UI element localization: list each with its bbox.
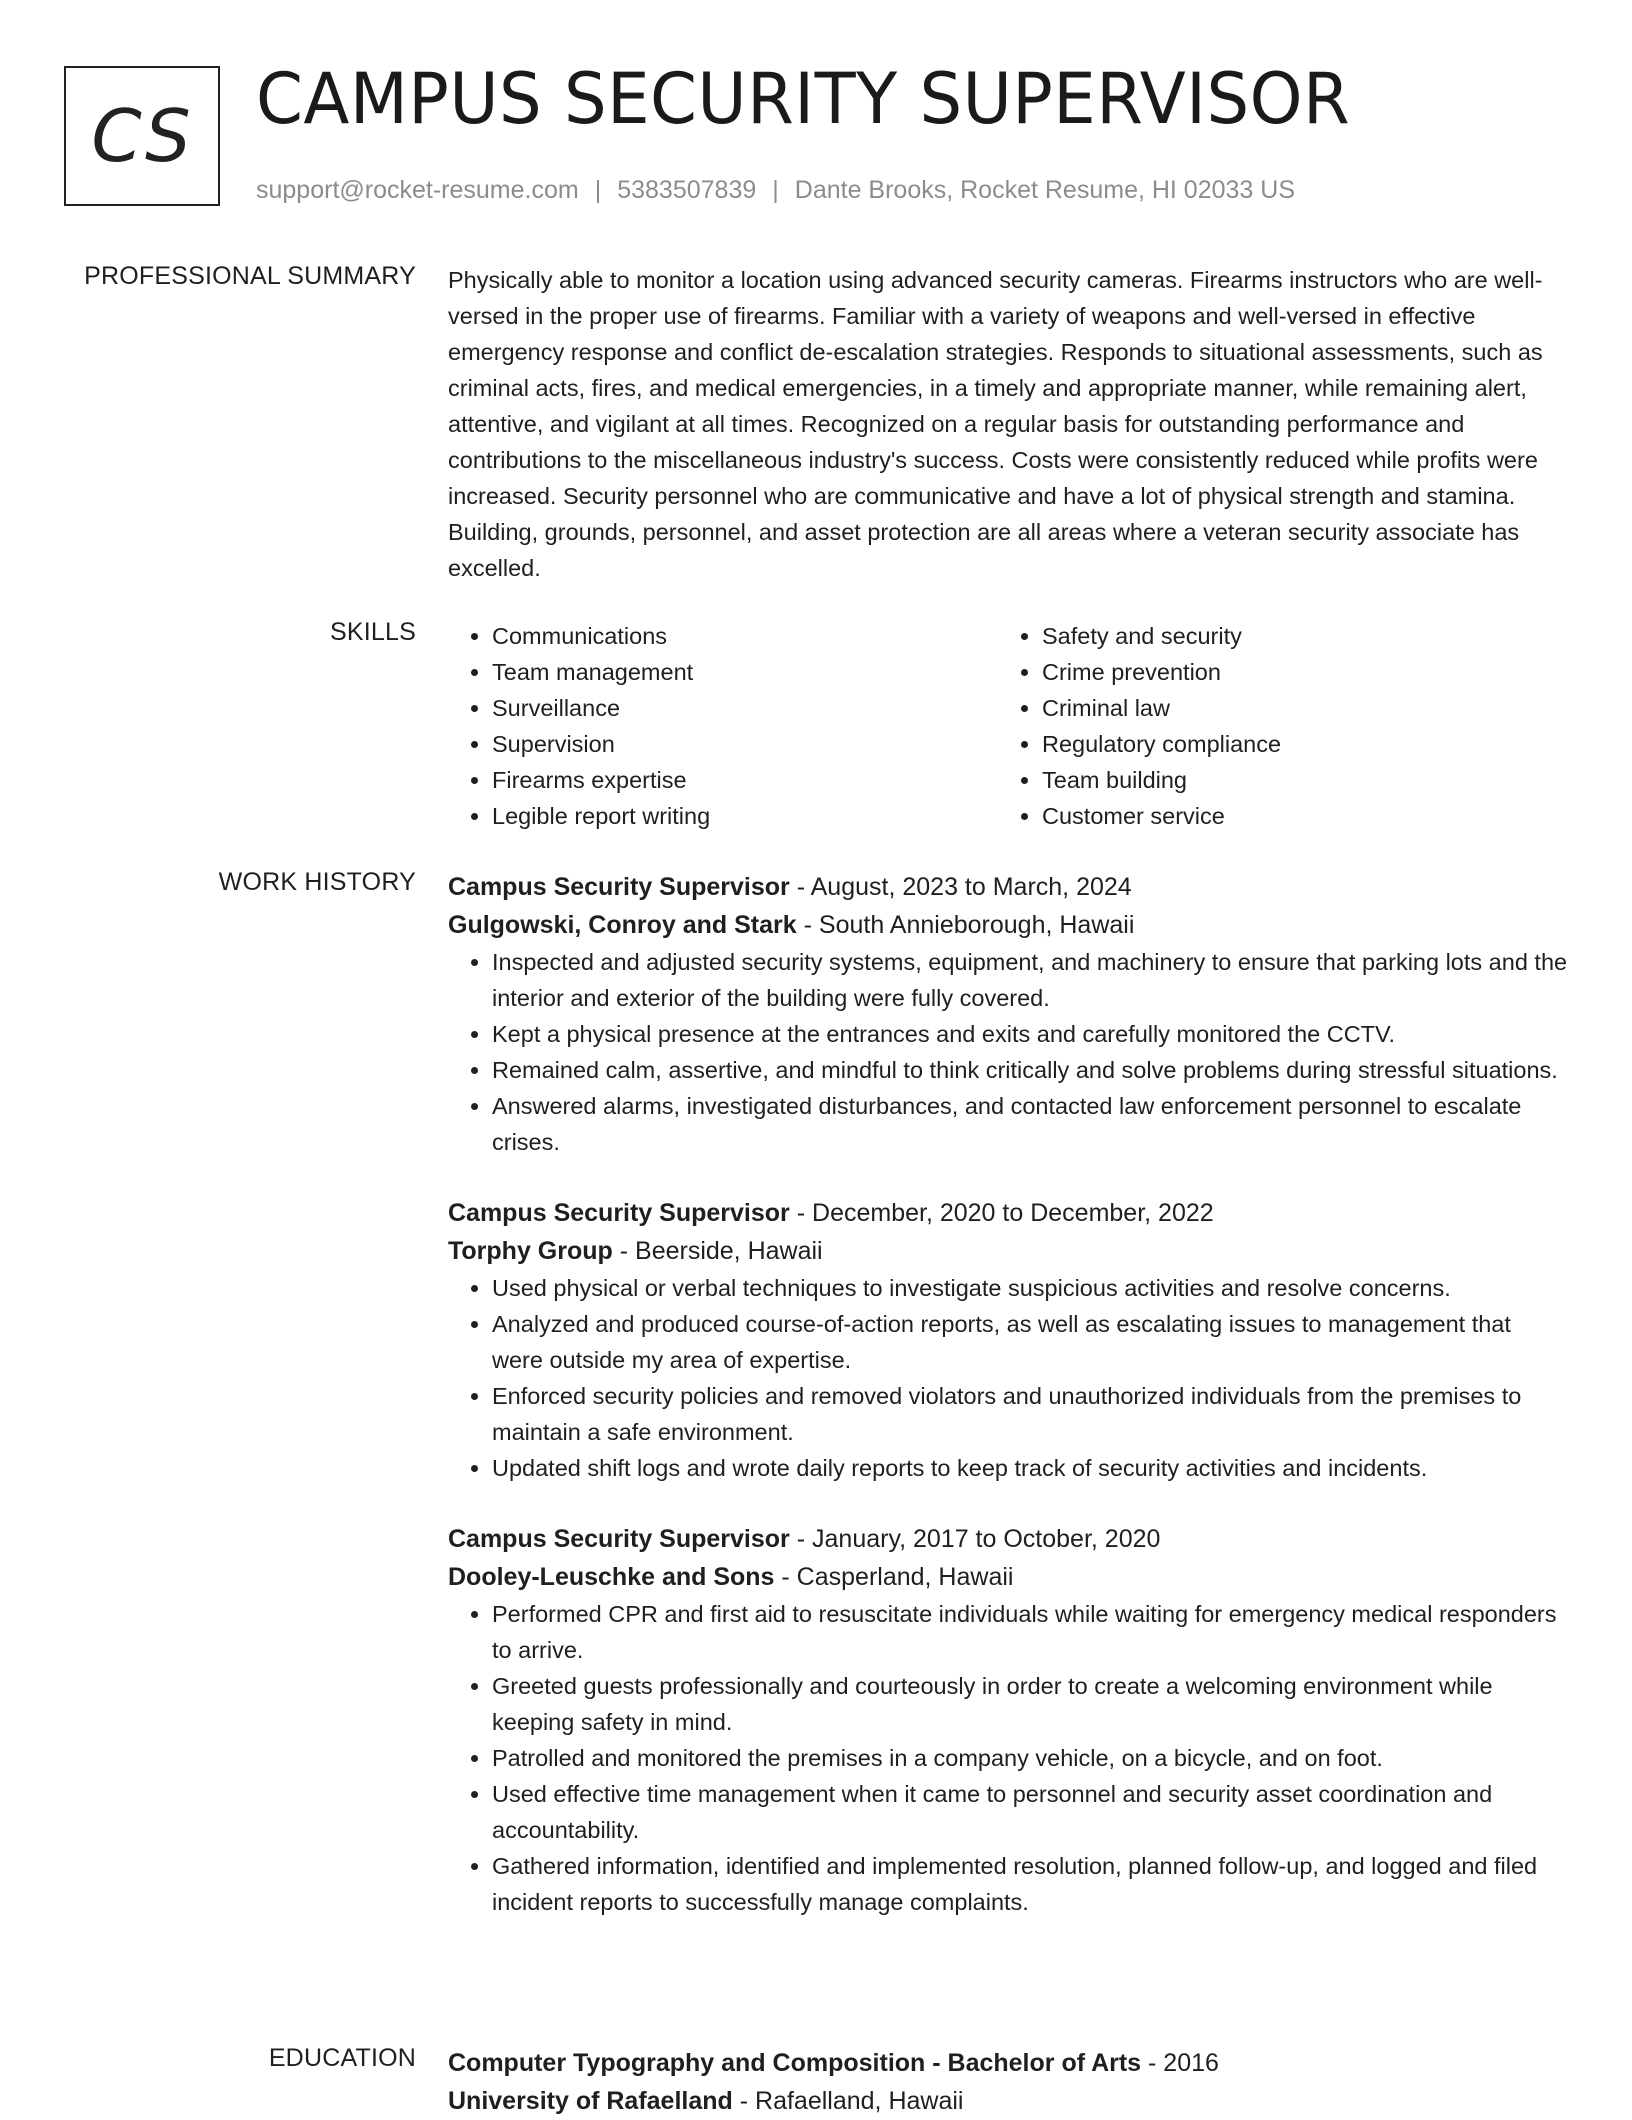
education-body	[448, 2044, 1568, 2120]
skill-item: • Firearms expertise	[492, 762, 998, 798]
education-school: University of Rafaelland	[448, 2087, 733, 2115]
skill-item: • Team building	[1042, 762, 1548, 798]
job-location: - Casperland, Hawaii	[774, 1563, 1014, 1591]
job-bullet: • Used effective time management when it came to personnel and security asset coordination and accountability.	[492, 1776, 1568, 1848]
job-bullet: • Answered alarms, investigated disturbances, and contacted law enforcement personnel to escalate crises.	[492, 1088, 1568, 1160]
contact-email: support@rocket-resume.com	[256, 176, 579, 204]
job-entry	[448, 1194, 1568, 1486]
monogram-logo: CS	[64, 66, 220, 206]
job-bullet-list	[448, 1596, 1568, 1920]
skills-list-right	[998, 618, 1548, 834]
skill-item: • Legible report writing	[492, 798, 998, 834]
skills-grid	[448, 618, 1568, 834]
skill-item: • Crime prevention	[1042, 654, 1548, 690]
work-history-body	[448, 868, 1568, 1954]
skill-item: • Supervision	[492, 726, 998, 762]
skills-body	[448, 618, 1568, 834]
education-heading: EDUCATION	[268, 2044, 416, 2072]
job-title-line	[448, 868, 1568, 906]
job-bullet-list	[448, 1270, 1568, 1486]
skills-heading: SKILLS	[330, 618, 416, 646]
job-company-line	[448, 906, 1568, 944]
job-title: Campus Security Supervisor	[448, 873, 790, 901]
summary-heading: PROFESSIONAL SUMMARY	[84, 262, 416, 290]
contact-separator: |	[772, 176, 779, 204]
skill-item: • Surveillance	[492, 690, 998, 726]
job-bullet-list	[448, 944, 1568, 1160]
job-bullet: • Used physical or verbal techniques to investigate suspicious activities and resolve concerns.	[492, 1270, 1568, 1306]
job-bullet: • Performed CPR and first aid to resuscitate individuals while waiting for emergency medical responders to arrive.	[492, 1596, 1568, 1668]
skill-item: • Customer service	[1042, 798, 1548, 834]
job-title-line	[448, 1520, 1568, 1558]
skill-item: • Safety and security	[1042, 618, 1548, 654]
job-dates: - August, 2023 to March, 2024	[789, 873, 1132, 901]
job-title: Campus Security Supervisor	[448, 1199, 790, 1227]
job-company: Dooley-Leuschke and Sons	[448, 1563, 775, 1591]
contact-phone: 5383507839	[617, 176, 757, 204]
page-title: CAMPUS SECURITY SUPERVISOR	[256, 58, 1351, 140]
job-bullet: • Patrolled and monitored the premises in a company vehicle, on a bicycle, and on foot.	[492, 1740, 1568, 1776]
job-bullet: • Updated shift logs and wrote daily reports to keep track of security activities and incidents.	[492, 1450, 1568, 1486]
contact-line	[256, 176, 1295, 205]
job-location: - Beerside, Hawaii	[612, 1237, 823, 1265]
job-company: Gulgowski, Conroy and Stark	[448, 911, 797, 939]
job-bullet: • Remained calm, assertive, and mindful to think critically and solve problems during stressful situations.	[492, 1052, 1568, 1088]
skill-item: • Team management	[492, 654, 998, 690]
job-bullet: • Analyzed and produced course-of-action reports, as well as escalating issues to management that were outside my area of expertise.	[492, 1306, 1568, 1378]
contact-address: Dante Brooks, Rocket Resume, HI 02033 US	[794, 176, 1295, 204]
job-bullet: • Greeted guests professionally and courteously in order to create a welcoming environment while keeping safety in mind.	[492, 1668, 1568, 1740]
job-entry	[448, 868, 1568, 1160]
summary-body	[448, 262, 1568, 586]
job-title: Campus Security Supervisor	[448, 1525, 790, 1553]
skill-item: • Criminal law	[1042, 690, 1548, 726]
education-year: - 2016	[1141, 2049, 1219, 2077]
job-entry	[448, 1520, 1568, 1920]
job-dates: - January, 2017 to October, 2020	[789, 1525, 1161, 1553]
skills-list-left	[448, 618, 998, 834]
job-bullet: • Enforced security policies and removed violators and unauthorized individuals from the premises to maintain a safe environment.	[492, 1378, 1568, 1450]
job-bullet: • Inspected and adjusted security systems, equipment, and machinery to ensure that parking lots and the interior and exterior of the building were fully covered.	[492, 944, 1568, 1016]
job-title-line	[448, 1194, 1568, 1232]
contact-separator: |	[594, 176, 602, 204]
resume-header	[64, 58, 1564, 210]
job-company-line	[448, 1558, 1568, 1596]
education-location: - Rafaelland, Hawaii	[732, 2087, 964, 2115]
education-school-line	[448, 2082, 1568, 2120]
skill-item: • Communications	[492, 618, 998, 654]
job-dates: - December, 2020 to December, 2022	[789, 1199, 1214, 1227]
skill-item: • Regulatory compliance	[1042, 726, 1548, 762]
education-degree: Computer Typography and Composition - Bachelor of Arts	[448, 2049, 1142, 2077]
work-history-heading: WORK HISTORY	[218, 868, 416, 896]
summary-text: Physically able to monitor a location using advanced security cameras. Firearms instructors who are well-versed in the proper use of firearms. Familiar with a variety of weapons and well-versed in effective emergency response and conflict de-escalation strategies. Responds to situational assessments, such as criminal acts, fires, and medical emergencies, in a timely and appropriate manner, while remaining alert, attentive, and vigilant at all times. Recognized on a regular basis for outstanding performance and contributions to the miscellaneous industry's success. Costs were consistently reduced while profits were increased. Security personnel who are communicative and have a lot of physical strength and stamina. Building, grounds, personnel, and asset protection are all areas where a veteran security associate has excelled.	[448, 267, 1543, 581]
job-bullet: • Gathered information, identified and implemented resolution, planned follow-up, and logged and filed incident reports to successfully manage complaints.	[492, 1848, 1568, 1920]
education-degree-line	[448, 2044, 1568, 2082]
job-bullet: • Kept a physical presence at the entrances and exits and carefully monitored the CCTV.	[492, 1016, 1568, 1052]
job-company-line	[448, 1232, 1568, 1270]
job-company: Torphy Group	[448, 1237, 613, 1265]
job-location: - South Annieborough, Hawaii	[796, 911, 1135, 939]
